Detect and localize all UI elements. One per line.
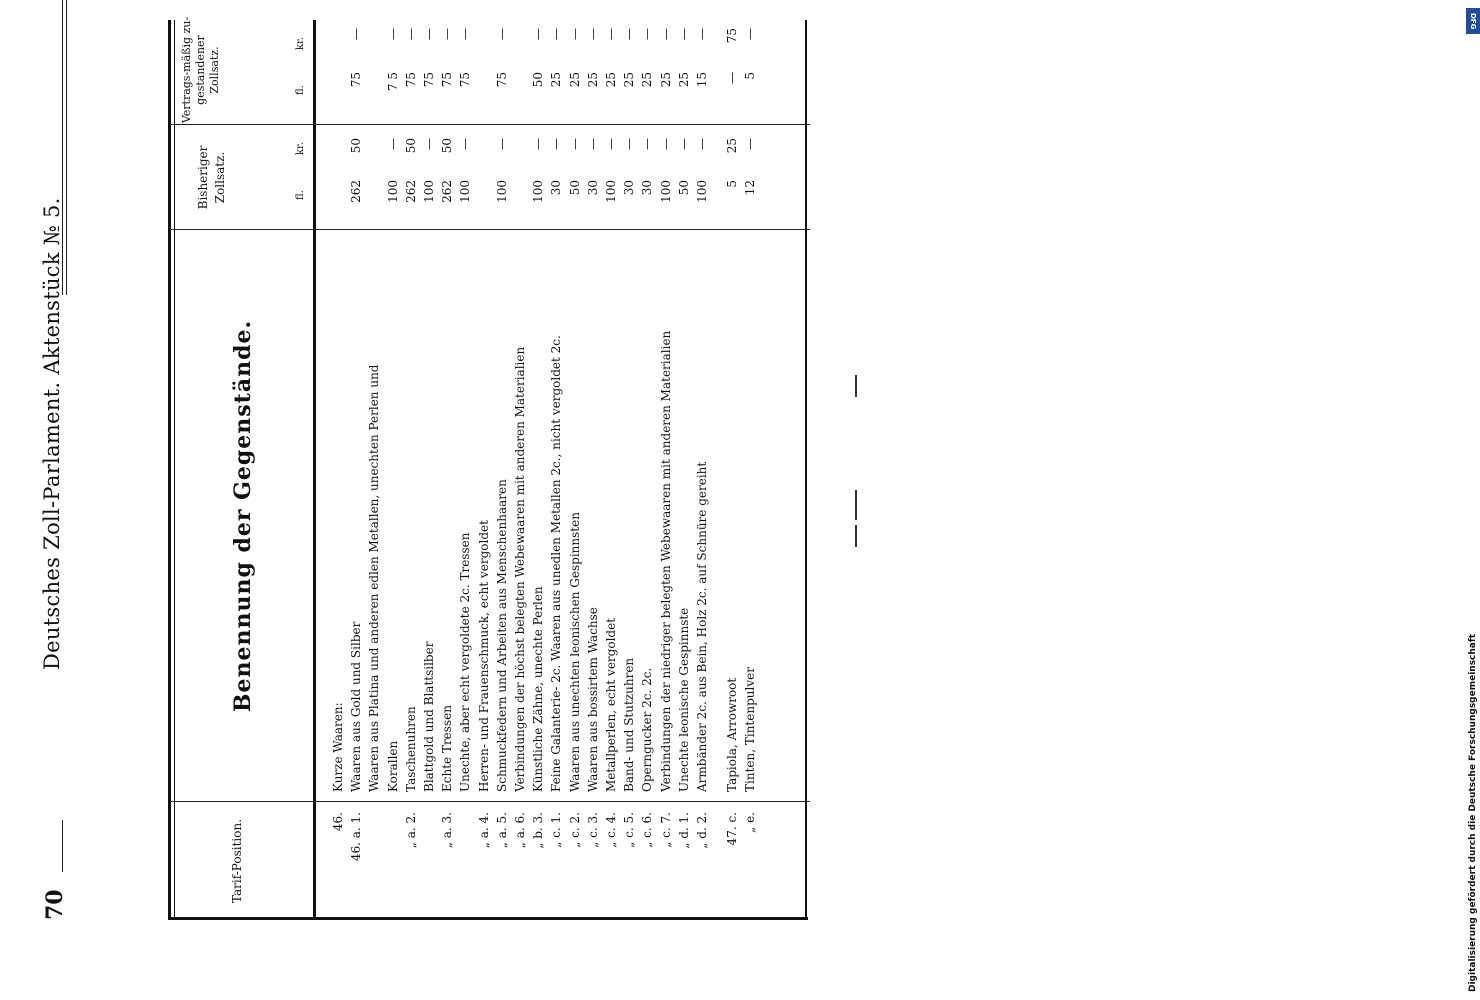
table-row xyxy=(330,10,347,920)
previous-rate-kr-cell: 50 xyxy=(440,138,455,154)
treaty-rate-kr-cell: — xyxy=(622,28,637,40)
treaty-rate-kr-cell: — xyxy=(349,28,364,40)
item-description-cell: Herren- und Frauenschmuck, echt vergoldet xyxy=(476,520,491,792)
column-header-vertrag: Vertrags-mäßig zu-gestandener Zollsatz. xyxy=(180,16,221,124)
previous-rate-kr-cell: — xyxy=(676,138,691,150)
treaty-rate-fl-cell: 75 xyxy=(422,72,436,88)
previous-rate-fl-cell: 100 xyxy=(422,180,436,203)
previous-rate-fl-cell: 262 xyxy=(440,180,455,203)
table-row xyxy=(567,10,584,920)
previous-rate-fl-cell: 30 xyxy=(640,180,655,196)
tarif-position-cell: 46. a. 1. xyxy=(349,812,364,862)
tarif-position-cell: „ c. 7. xyxy=(658,812,673,848)
treaty-rate-kr-cell: — xyxy=(385,28,400,40)
previous-rate-fl-cell: 30 xyxy=(622,180,637,196)
treaty-rate-kr-cell: — xyxy=(604,28,618,40)
previous-rate-kr-cell: — xyxy=(549,138,564,150)
treaty-rate-kr-cell: — xyxy=(549,28,564,40)
tarif-position-cell: „ c. 6. xyxy=(640,812,655,848)
treaty-rate-fl-cell: 25 xyxy=(567,72,582,88)
previous-rate-fl-cell: 100 xyxy=(458,180,473,203)
tarif-position-cell: „ c. 2. xyxy=(567,812,582,848)
treaty-rate-fl-cell: 50 xyxy=(531,72,546,88)
item-description-cell: Schmuckfedern und Arbeiten aus Menschenhaaren xyxy=(494,479,509,792)
item-description-cell: Echte Tressen xyxy=(440,705,455,792)
tarif-position-cell: „ a. 4. xyxy=(476,812,491,849)
treaty-rate-kr-cell: — xyxy=(585,28,600,40)
previous-rate-fl-cell: 262 xyxy=(349,180,364,203)
previous-rate-kr-cell: — xyxy=(658,138,673,150)
treaty-rate-kr-cell: — xyxy=(458,28,473,40)
item-description-cell: Korallen xyxy=(385,740,400,792)
previous-rate-kr-cell: — xyxy=(695,138,709,150)
item-description-cell: Kurze Waaren: xyxy=(331,702,345,792)
table-row xyxy=(530,10,547,920)
previous-rate-kr-cell: 50 xyxy=(403,138,418,154)
tarif-position-cell: 46. xyxy=(331,812,345,832)
treaty-rate-fl-cell: — xyxy=(725,72,740,84)
item-description-cell: Armbänder 2c. aus Bein, Holz 2c. auf Schnüre gereiht xyxy=(695,461,709,792)
unit-kr-vertrag: kr. xyxy=(295,37,306,50)
treaty-rate-kr-cell: — xyxy=(403,28,418,40)
previous-rate-fl-cell: 30 xyxy=(549,180,564,196)
previous-rate-kr-cell: — xyxy=(604,138,618,150)
scan-artifact xyxy=(855,375,857,397)
tarif-position-cell: 47. c. xyxy=(725,812,740,846)
item-description-cell: Waaren aus bossirtem Wachse xyxy=(585,607,600,792)
treaty-rate-fl-cell: 7 5 xyxy=(385,72,400,92)
treaty-rate-fl-cell: 75 xyxy=(458,72,473,88)
treaty-rate-kr-cell: — xyxy=(567,28,582,40)
previous-rate-kr-cell: 25 xyxy=(725,138,740,154)
page-header-title: Deutsches Zoll-Parlament. Aktenstück № 5. xyxy=(40,197,64,670)
table-bottom-rule xyxy=(805,20,807,920)
previous-rate-kr-cell: — xyxy=(585,138,600,150)
previous-rate-kr-cell: — xyxy=(640,138,655,150)
item-description-cell: Tapiola, Arrowroot xyxy=(725,677,740,792)
treaty-rate-kr-cell: — xyxy=(676,28,691,40)
item-description-cell: Unechte leonische Gespinnste xyxy=(676,607,691,792)
previous-rate-kr-cell: — xyxy=(622,138,637,150)
table-row xyxy=(439,10,456,920)
treaty-rate-fl-cell: 25 xyxy=(604,72,618,88)
previous-rate-kr-cell: — xyxy=(422,138,436,150)
item-description-cell: Operngucker 2c. 2c. xyxy=(640,667,655,792)
table-row xyxy=(585,10,602,920)
treaty-rate-fl-cell: 25 xyxy=(640,72,655,88)
table-top-rule xyxy=(168,20,171,920)
table-row xyxy=(366,10,383,920)
treaty-rate-kr-cell: — xyxy=(494,28,509,40)
page-number: 70 xyxy=(42,889,68,920)
treaty-rate-fl-cell: 5 xyxy=(743,72,758,80)
item-description-cell: Verbindungen der niedriger belegten Webewaaren mit anderen Materialien xyxy=(658,330,673,792)
column-header-benennung: Benennung der Gegenstände. xyxy=(230,319,256,713)
treaty-rate-kr-cell: — xyxy=(695,28,709,40)
header-rule-left xyxy=(62,820,63,872)
treaty-rate-fl-cell: 75 xyxy=(494,72,509,88)
tarif-position-cell: „ a. 3. xyxy=(440,812,455,849)
header-rule-right-double xyxy=(66,0,67,295)
header-rule-right xyxy=(62,0,63,295)
previous-rate-kr-cell: — xyxy=(531,138,546,150)
previous-rate-fl-cell: 100 xyxy=(695,180,709,203)
treaty-rate-kr-cell: — xyxy=(422,28,436,40)
table-top-rule-thin xyxy=(174,20,175,920)
previous-rate-kr-cell: — xyxy=(458,138,473,150)
previous-rate-fl-cell: 50 xyxy=(676,180,691,196)
treaty-rate-kr-cell: 75 xyxy=(725,28,740,44)
treaty-rate-fl-cell: 75 xyxy=(349,72,364,88)
previous-rate-fl-cell: 5 xyxy=(725,180,740,188)
treaty-rate-fl-cell: 25 xyxy=(676,72,691,88)
tarif-position-cell: „ b. 3. xyxy=(531,812,546,849)
previous-rate-fl-cell: 12 xyxy=(743,180,758,196)
table-row xyxy=(676,10,693,920)
tarif-position-cell: „ a. 2. xyxy=(403,812,418,849)
table-row xyxy=(658,10,675,920)
tarif-position-cell: „ a. 6. xyxy=(513,812,527,849)
tarif-position-cell: „ d. 2. xyxy=(695,812,709,849)
previous-rate-fl-cell: 30 xyxy=(585,180,600,196)
treaty-rate-fl-cell: 25 xyxy=(585,72,600,88)
table-row xyxy=(494,10,511,920)
table-header-rule xyxy=(313,20,316,920)
treaty-rate-fl-cell: 75 xyxy=(403,72,418,88)
unit-kr-bisher: kr. xyxy=(295,142,306,155)
table-row xyxy=(476,10,493,920)
previous-rate-kr-cell: 50 xyxy=(349,138,364,154)
treaty-rate-fl-cell: 25 xyxy=(658,72,673,88)
tarif-position-cell: „ c. 3. xyxy=(585,812,600,848)
treaty-rate-kr-cell: — xyxy=(531,28,546,40)
previous-rate-kr-cell: — xyxy=(494,138,509,150)
item-description-cell: Blattgold und Blattsilber xyxy=(422,641,436,792)
previous-rate-fl-cell: 100 xyxy=(494,180,509,203)
table-row xyxy=(724,10,741,920)
digitization-note: Digitalisierung gefördert durch die Deutsche Forschungsgemeinschaft xyxy=(1468,633,1478,992)
table-row xyxy=(694,10,711,920)
dfg-logo-icon: DFG xyxy=(1466,8,1480,34)
item-description-cell: Metallperlen, echt vergoldet xyxy=(604,617,618,792)
tarif-position-cell: „ c. 1. xyxy=(549,812,564,848)
item-description-cell: Tinten, Tintenpulver xyxy=(743,667,758,792)
item-description-cell: Künstliche Zähne, unechte Perlen xyxy=(531,586,546,792)
treaty-rate-fl-cell: 25 xyxy=(622,72,637,88)
item-description-cell: Verbindungen der höchst belegten Webewaaren mit anderen Materialien xyxy=(513,346,527,792)
previous-rate-fl-cell: 100 xyxy=(658,180,673,203)
treaty-rate-kr-cell: — xyxy=(440,28,455,40)
table-row xyxy=(639,10,656,920)
item-description-cell: Unechte, aber echt vergoldete 2c. Tressen xyxy=(458,532,473,792)
table-row xyxy=(403,10,420,920)
tarif-position-cell: „ c. 5. xyxy=(622,812,637,848)
treaty-rate-kr-cell: — xyxy=(743,28,758,40)
table-row xyxy=(548,10,565,920)
tarif-position-cell: „ c. 4. xyxy=(604,812,618,848)
unit-fl-bisher: fl. xyxy=(295,190,306,200)
treaty-rate-fl-cell: 15 xyxy=(695,72,709,88)
table-row xyxy=(512,10,529,920)
unit-fl-vertrag: fl. xyxy=(295,85,306,95)
table-row xyxy=(385,10,402,920)
column-header-tarif: Tarif-Position. xyxy=(230,818,244,904)
previous-rate-fl-cell: 100 xyxy=(385,180,400,203)
item-description-cell: Waaren aus unechten leonischen Gespinnsten xyxy=(567,512,582,792)
table-row xyxy=(603,10,620,920)
tarif-position-cell: „ d. 1. xyxy=(676,812,691,849)
previous-rate-fl-cell: 100 xyxy=(604,180,618,203)
tarif-position-cell: „ e. xyxy=(743,812,758,833)
scan-artifact xyxy=(855,525,857,547)
table-row xyxy=(621,10,638,920)
previous-rate-kr-cell: — xyxy=(567,138,582,150)
table-row xyxy=(742,10,759,920)
table-row xyxy=(421,10,438,920)
item-description-cell: Waaren aus Gold und Silber xyxy=(349,621,364,792)
column-header-bisher: Bisheriger Zollsatz. xyxy=(196,145,227,210)
item-description-cell: Feine Galanterie- 2c. Waaren aus unedlen Metallen 2c., nicht vergoldet 2c. xyxy=(549,335,564,792)
treaty-rate-fl-cell: 75 xyxy=(440,72,455,88)
item-description-cell: Taschenuhren xyxy=(403,706,418,792)
treaty-rate-kr-cell: — xyxy=(658,28,673,40)
treaty-rate-kr-cell: — xyxy=(640,28,655,40)
previous-rate-fl-cell: 50 xyxy=(567,180,582,196)
table-row xyxy=(348,10,365,920)
previous-rate-fl-cell: 100 xyxy=(531,180,546,203)
item-description-cell: Waaren aus Platina und anderen edlen Metallen, unechten Perlen und xyxy=(367,364,382,792)
scan-artifact xyxy=(855,490,857,520)
previous-rate-kr-cell: — xyxy=(743,138,758,150)
previous-rate-fl-cell: 262 xyxy=(403,180,418,203)
previous-rate-kr-cell: — xyxy=(385,138,400,150)
table-row xyxy=(457,10,474,920)
treaty-rate-fl-cell: 25 xyxy=(549,72,564,88)
item-description-cell: Band- und Stutzuhren xyxy=(622,657,637,792)
tarif-position-cell: „ a. 5. xyxy=(494,812,509,849)
digitization-sidebar xyxy=(1466,8,1480,992)
